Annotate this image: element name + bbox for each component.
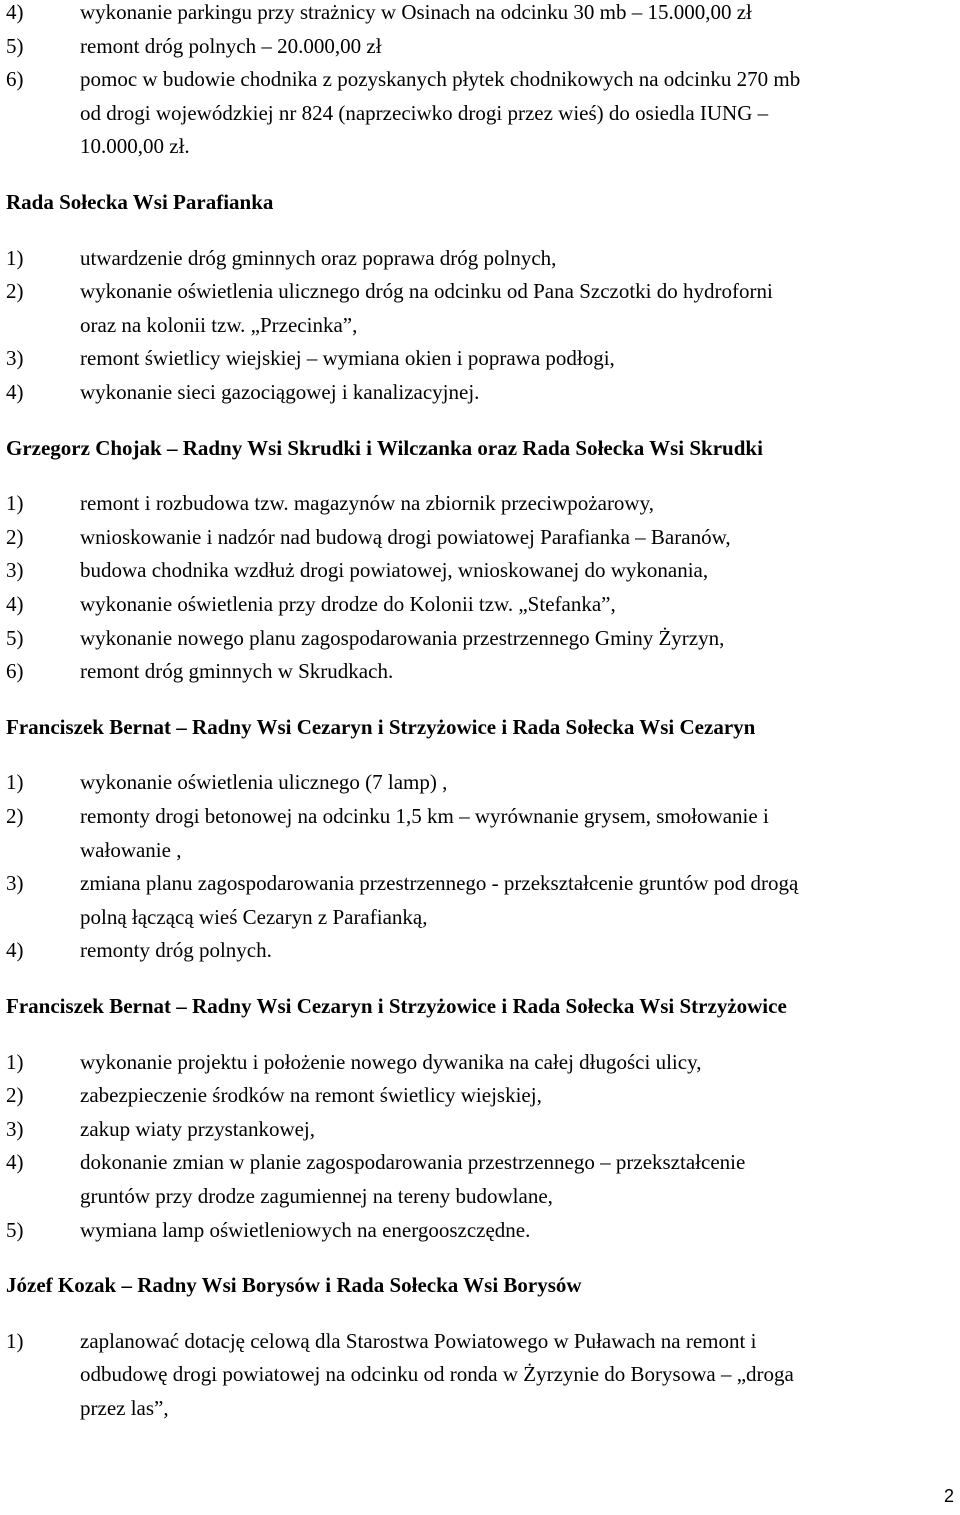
list-item-number: 5)	[6, 33, 24, 58]
list-item-number: 3)	[6, 558, 24, 583]
list-item-number: 2)	[6, 524, 24, 549]
list-item-text: odbudowę drogi powiatowej na odcinku od ronda w Żyrzynie do Borysowa – „droga	[80, 1362, 794, 1387]
list-item-number: 6)	[6, 659, 24, 684]
list-item-text: wymiana lamp oświetleniowych na energooszczędne.	[80, 1217, 531, 1242]
list-item-text: remont i rozbudowa tzw. magazynów na zbiornik przeciwpożarowy,	[80, 491, 654, 516]
list-item-text: wykonanie oświetlenia przy drodze do Kolonii tzw. „Stefanka”,	[80, 592, 616, 616]
list-item-number: 1)	[6, 1049, 24, 1074]
list-item-number: 5)	[6, 1217, 24, 1242]
list-item-text: remonty dróg polnych.	[80, 938, 272, 963]
list-item-text: wykonanie projektu i położenie nowego dywanika na całej długości ulicy,	[80, 1049, 702, 1074]
list-item-number: 4)	[6, 0, 24, 24]
list-item-number: 3)	[6, 1116, 24, 1141]
list-item-text: gruntów przy drodze zagumiennej na tereny budowlane,	[80, 1184, 553, 1208]
section-heading: Grzegorz Chojak – Radny Wsi Skrudki i Wilczanka oraz Rada Sołecka Wsi Skrudki	[6, 435, 763, 460]
list-item-number: 2)	[6, 804, 24, 828]
list-item-text: wykonanie oświetlenia ulicznego (7 lamp) ,	[80, 770, 448, 795]
list-item-text: polną łączącą wieś Cezaryn z Parafianką,	[80, 904, 428, 929]
list-item-text: zakup wiaty przystankowej,	[80, 1116, 316, 1141]
list-item-number: 4)	[6, 938, 24, 963]
page-number: 2	[943, 1486, 954, 1506]
list-item-number: 1)	[6, 1328, 24, 1353]
list-item-number: 4)	[6, 592, 24, 616]
list-item-number: 2)	[6, 279, 24, 304]
list-item-text: utwardzenie dróg gminnych oraz poprawa dróg polnych,	[80, 245, 557, 270]
list-item-number: 4)	[6, 380, 24, 404]
section-heading: Franciszek Bernat – Radny Wsi Cezaryn i Strzyżowice i Rada Sołecka Wsi Cezaryn	[6, 714, 756, 739]
list-item-text: budowa chodnika wzdłuż drogi powiatowej, wnioskowanej do wykonania,	[80, 558, 709, 583]
list-item-number: 1)	[6, 245, 24, 270]
list-item-text: remont świetlicy wiejskiej – wymiana okien i poprawa podłogi,	[80, 346, 615, 371]
list-item-text: pomoc w budowie chodnika z pozyskanych płytek chodnikowych na odcinku 270 mb	[80, 67, 801, 92]
list-item-number: 3)	[6, 871, 24, 896]
list-item-text: od drogi wojewódzkiej nr 824 (naprzeciwko drogi przez wieś) do osiedla IUNG –	[80, 100, 769, 125]
list-item-number: 4)	[6, 1150, 24, 1175]
section-heading: Józef Kozak – Radny Wsi Borysów i Rada Sołecka Wsi Borysów	[6, 1273, 582, 1298]
section-heading: Rada Sołecka Wsi Parafianka	[6, 190, 274, 214]
list-item-number: 3)	[6, 346, 24, 371]
list-item-text: zabezpieczenie środków na remont świetlicy wiejskiej,	[80, 1083, 542, 1108]
list-item-number: 2)	[6, 1083, 24, 1108]
list-item-text: wykonanie parkingu przy strażnicy w Osinach na odcinku 30 mb – 15.000,00 zł	[80, 0, 752, 24]
list-item-text: wnioskowanie i nadzór nad budową drogi powiatowej Parafianka – Baranów,	[80, 524, 731, 549]
list-item-text: remont dróg polnych – 20.000,00 zł	[80, 33, 382, 58]
list-item-number: 1)	[6, 491, 24, 516]
list-item-text: remont dróg gminnych w Skrudkach.	[80, 659, 394, 684]
list-item-text: wałowanie ,	[80, 837, 182, 862]
list-item-text: remonty drogi betonowej na odcinku 1,5 km – wyrównanie grysem, smołowanie i	[80, 804, 769, 828]
list-item-text: wykonanie oświetlenia ulicznego dróg na odcinku od Pana Szczotki do hydroforni	[80, 279, 773, 304]
list-item-number: 1)	[6, 770, 24, 795]
list-item-text: oraz na kolonii tzw. „Przecinka”,	[80, 312, 358, 337]
list-item-text: 10.000,00 zł.	[80, 134, 190, 159]
list-item-text: wykonanie nowego planu zagospodarowania przestrzennego Gminy Żyrzyn,	[80, 625, 725, 650]
list-item-text: zaplanować dotację celową dla Starostwa Powiatowego w Puławach na remont i	[80, 1328, 757, 1353]
list-item-number: 6)	[6, 67, 24, 92]
list-item-text: dokonanie zmian w planie zagospodarowania przestrzennego – przekształcenie	[80, 1150, 746, 1175]
section-heading: Franciszek Bernat – Radny Wsi Cezaryn i Strzyżowice i Rada Sołecka Wsi Strzyżowice	[6, 994, 787, 1018]
list-item-text: przez las”,	[80, 1396, 169, 1420]
list-item-text: zmiana planu zagospodarowania przestrzennego - przekształcenie gruntów pod drogą	[80, 871, 799, 896]
list-item-text: wykonanie sieci gazociągowej i kanalizacyjnej.	[80, 380, 480, 404]
list-item-number: 5)	[6, 625, 24, 650]
